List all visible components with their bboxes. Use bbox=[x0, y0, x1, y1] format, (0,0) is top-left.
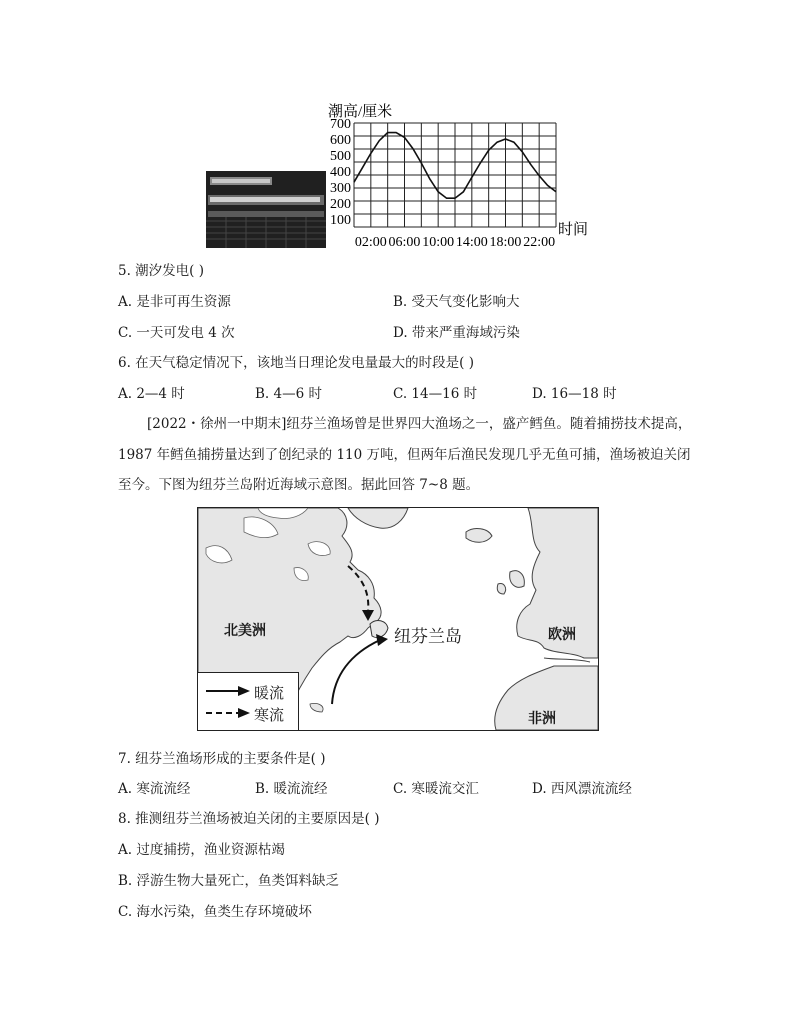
tidal-power-photo-drawing bbox=[206, 171, 326, 248]
q6-option-a: A. 2—4 时 bbox=[118, 386, 185, 402]
chart-grid bbox=[354, 123, 556, 227]
x-tick-label: 22:00 bbox=[523, 235, 556, 250]
q7-option-d: D. 西风漂流流经 bbox=[532, 781, 632, 797]
y-tick-label: 300 bbox=[330, 181, 351, 196]
q5-option-d: D. 带来严重海域污染 bbox=[393, 325, 520, 341]
q7-option-a: A. 寒流流经 bbox=[118, 781, 191, 797]
warm-current-arrow bbox=[332, 640, 380, 704]
q7-stem: 7. 纽芬兰渔场形成的主要条件是( ) bbox=[118, 751, 326, 767]
q6-stem: 6. 在天气稳定情况下，该地当日理论发电量最大的时段是( ) bbox=[118, 355, 474, 371]
y-tick-label: 400 bbox=[330, 165, 351, 180]
x-tick-label: 06:00 bbox=[388, 235, 421, 250]
legend-arrows bbox=[204, 683, 252, 723]
y-tick-label: 500 bbox=[330, 149, 351, 164]
q6-option-c: C. 14—16 时 bbox=[393, 386, 478, 402]
passage-line-3: 至今。下图为纽芬兰岛附近海域示意图。据此回答 7~8 题。 bbox=[118, 477, 480, 493]
passage-line-2: 1987 年鳕鱼捕捞量达到了创纪录的 110 万吨，但两年后渔民发现几乎无鱼可捕，渔场被迫关闭 bbox=[118, 447, 691, 463]
q5-option-b: B. 受天气变化影响大 bbox=[393, 294, 520, 310]
q8-stem: 8. 推测纽芬兰渔场被迫关闭的主要原因是( ) bbox=[118, 811, 380, 827]
map-legend bbox=[198, 672, 299, 731]
y-tick-label: 100 bbox=[330, 213, 351, 228]
passage-line-1: [2022・徐州一中期末]纽芬兰渔场曾是世界四大渔场之一，盛产鳕鱼。随着捕捞技术提高， bbox=[147, 416, 692, 432]
x-tick-label: 02:00 bbox=[354, 235, 387, 250]
q5-option-c: C. 一天可发电 4 次 bbox=[118, 325, 235, 341]
x-tick-label: 14:00 bbox=[455, 235, 488, 250]
q6-option-b: B. 4—6 时 bbox=[255, 386, 322, 402]
q8-option-a: A. 过度捕捞，渔业资源枯竭 bbox=[118, 842, 285, 858]
y-tick-label: 700 bbox=[330, 117, 351, 132]
label-africa: 非洲 bbox=[528, 711, 556, 727]
x-tick-label: 10:00 bbox=[422, 235, 455, 250]
q7-option-c: C. 寒暖流交汇 bbox=[393, 781, 479, 797]
chart-x-axis-label: 时间 bbox=[558, 222, 589, 238]
q6-option-d: D. 16—18 时 bbox=[532, 386, 617, 402]
q8-option-b: B. 浮游生物大量死亡，鱼类饵料缺乏 bbox=[118, 873, 340, 889]
legend-cold-label: 寒流 bbox=[254, 706, 285, 724]
legend-warm-label: 暖流 bbox=[254, 684, 285, 702]
y-tick-label: 600 bbox=[330, 133, 351, 148]
y-tick-label: 200 bbox=[330, 197, 351, 212]
newfoundland-map bbox=[197, 507, 599, 731]
chart-x-tick-labels bbox=[355, 235, 555, 250]
q5-option-a: A. 是非可再生资源 bbox=[118, 294, 231, 310]
q7-option-b: B. 暖流流经 bbox=[255, 781, 328, 797]
chart-y-tick-labels bbox=[330, 117, 351, 228]
tidal-power-photo bbox=[206, 171, 326, 248]
label-europe: 欧洲 bbox=[548, 627, 576, 643]
label-north-america: 北美洲 bbox=[224, 623, 266, 639]
x-tick-label: 18:00 bbox=[489, 235, 522, 250]
q8-option-c: C. 海水污染，鱼类生存环境破坏 bbox=[118, 904, 312, 920]
chart-y-axis-label: 潮高/厘米 bbox=[328, 104, 393, 120]
label-newfoundland: 纽芬兰岛 bbox=[394, 627, 462, 647]
newfoundland-island bbox=[370, 621, 388, 638]
q5-stem: 5. 潮汐发电( ) bbox=[118, 263, 204, 279]
tide-chart bbox=[320, 96, 600, 256]
